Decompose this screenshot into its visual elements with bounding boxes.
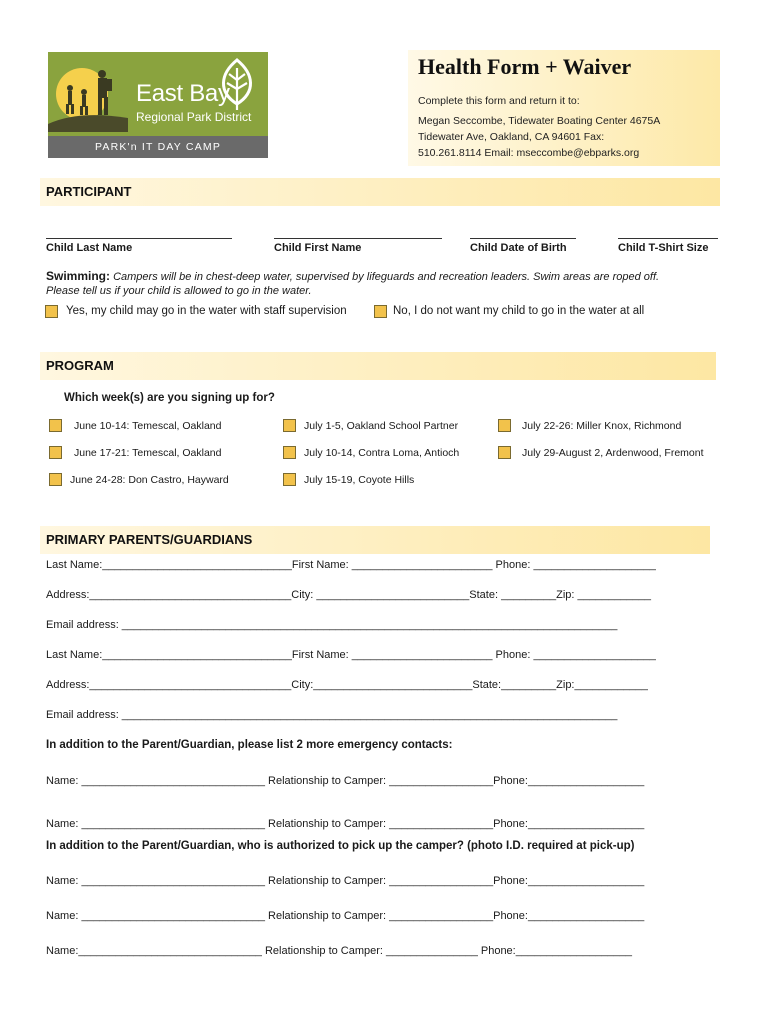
pickup-contact-row[interactable]: Name: ______________________________ Relationship to Camper: _________________Phone:___________________ bbox=[46, 875, 645, 887]
swimming-label: Swimming: bbox=[46, 269, 111, 283]
week-label: June 17-21: Temescal, Oakland bbox=[74, 447, 222, 459]
logo-subtitle: Regional Park District bbox=[136, 110, 252, 124]
pickup-contact-row[interactable]: Name: ______________________________ Relationship to Camper: _________________Phone:___________________ bbox=[46, 910, 645, 922]
logo-band: PARK'n IT DAY CAMP bbox=[48, 136, 268, 158]
swim-yes-checkbox[interactable] bbox=[45, 305, 58, 318]
program-section-bar bbox=[40, 352, 716, 380]
logo-title: East Bay bbox=[136, 80, 230, 107]
emergency-contact-row[interactable]: Name: ______________________________ Relationship to Camper: _________________Phone:___________________ bbox=[46, 775, 645, 787]
child-last-name-line[interactable] bbox=[46, 238, 232, 239]
emergency-heading: In addition to the Parent/Guardian, please list 2 more emergency contacts: bbox=[46, 739, 453, 751]
week-checkbox[interactable] bbox=[283, 419, 296, 432]
swimming-text: Campers will be in chest-deep water, supervised by lifeguards and recreation leaders. Swim areas are roped off. bbox=[110, 271, 660, 283]
week-label: July 15-19, Coyote Hills bbox=[304, 474, 415, 486]
child-tshirt-label: Child T-Shirt Size bbox=[618, 242, 709, 254]
parent2-email-row[interactable]: Email address: _________________________________________________________________________________ bbox=[46, 709, 618, 721]
pickup-contact-row[interactable]: Name:______________________________ Relationship to Camper: _______________ Phone:___________________ bbox=[46, 945, 632, 957]
parent2-address-row[interactable]: Address:_________________________________City:__________________________State:_________Zip:____________ bbox=[46, 679, 648, 691]
week-label: July 29-August 2, Ardenwood, Fremont bbox=[522, 447, 704, 459]
week-label: June 10-14: Temescal, Oakland bbox=[74, 420, 222, 432]
week-label: July 10-14, Contra Loma, Antioch bbox=[304, 447, 460, 459]
participant-heading: PARTICIPANT bbox=[46, 184, 132, 199]
form-title: Health Form + Waiver bbox=[418, 54, 632, 79]
week-checkbox[interactable] bbox=[283, 473, 296, 486]
week-checkbox[interactable] bbox=[49, 419, 62, 432]
swim-no-checkbox[interactable] bbox=[374, 305, 387, 318]
swim-yes-label: Yes, my child may go in the water with staff supervision bbox=[66, 305, 347, 317]
child-first-name-label: Child First Name bbox=[274, 242, 362, 254]
week-checkbox[interactable] bbox=[498, 419, 511, 432]
child-dob-line[interactable] bbox=[470, 238, 576, 239]
swimming-note bbox=[46, 269, 659, 283]
child-tshirt-line[interactable] bbox=[618, 238, 718, 239]
week-label: June 24-28: Don Castro, Hayward bbox=[70, 474, 229, 486]
parents-section-bar bbox=[40, 526, 710, 554]
parent2-name-row[interactable]: Last Name:_______________________________First Name: _______________________ Phone: ____________________ bbox=[46, 649, 656, 661]
parent1-name-row[interactable]: Last Name:_______________________________First Name: _______________________ Phone: ____________________ bbox=[46, 559, 656, 571]
hikers-icon bbox=[48, 52, 128, 132]
program-heading: PROGRAM bbox=[46, 358, 114, 373]
header-box bbox=[408, 50, 720, 166]
child-last-name-label: Child Last Name bbox=[46, 242, 133, 254]
parent1-email-row[interactable]: Email address: _________________________________________________________________________________ bbox=[46, 619, 618, 631]
child-dob-label: Child Date of Birth bbox=[470, 242, 567, 254]
contact-line: Complete this form and return it to: bbox=[418, 95, 580, 107]
emergency-contact-row[interactable]: Name: ______________________________ Relationship to Camper: _________________Phone:___________________ bbox=[46, 818, 645, 830]
swimming-text-2: Please tell us if your child is allowed to go in the water. bbox=[46, 285, 312, 297]
week-checkbox[interactable] bbox=[283, 446, 296, 459]
contact-line: Megan Seccombe, Tidewater Boating Center 4675A bbox=[418, 115, 661, 127]
week-label: July 1-5, Oakland School Partner bbox=[304, 420, 459, 432]
child-first-name-line[interactable] bbox=[274, 238, 442, 239]
east-bay-logo bbox=[48, 52, 268, 158]
pickup-heading: In addition to the Parent/Guardian, who is authorized to pick up the camper? (photo I.D. required at pick-up) bbox=[46, 840, 635, 852]
participant-section-bar bbox=[40, 178, 720, 206]
parents-heading: PRIMARY PARENTS/GUARDIANS bbox=[46, 532, 253, 547]
contact-line: Tidewater Ave, Oakland, CA 94601 Fax: bbox=[418, 131, 605, 143]
contact-line: 510.261.8114 Email: mseccombe@ebparks.org bbox=[418, 147, 640, 159]
parent1-address-row[interactable]: Address:_________________________________City: _________________________State: _________Zip: ____________ bbox=[46, 589, 651, 601]
weeks-question: Which week(s) are you signing up for? bbox=[64, 392, 275, 404]
week-label: July 22-26: Miller Knox, Richmond bbox=[522, 420, 682, 432]
leaf-icon bbox=[216, 58, 258, 112]
week-checkbox[interactable] bbox=[49, 446, 62, 459]
swim-no-label: No, I do not want my child to go in the water at all bbox=[393, 305, 645, 317]
week-checkbox[interactable] bbox=[498, 446, 511, 459]
week-checkbox[interactable] bbox=[49, 473, 62, 486]
